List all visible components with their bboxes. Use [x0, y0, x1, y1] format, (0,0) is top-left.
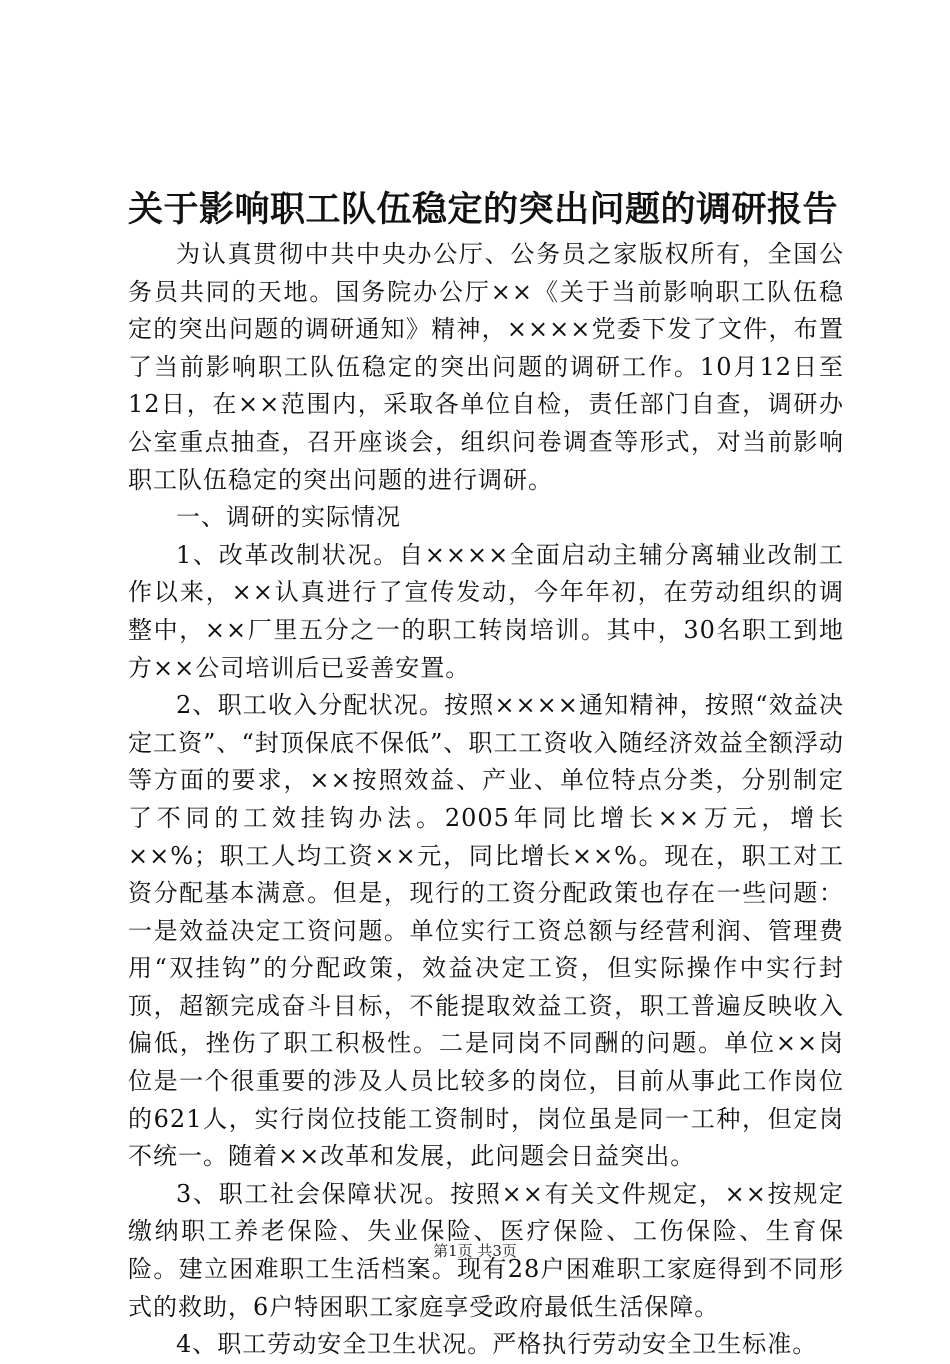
document-body	[128, 236, 844, 1364]
paragraph-reform: 1、改革改制状况。自××××全面启动主辅分离辅业改制工作以来，××认真进行了宣传发动，今年年初，在劳动组织的调整中，××厂里五分之一的职工转岗培训。其中，30名职工到地方××公司培训后已妥善安置。	[128, 540, 844, 682]
paragraph-income: 2、职工收入分配状况。按照××××通知精神，按照“效益决定工资”、“封顶保底不保低”、职工工资收入随经济效益全额浮动等方面的要求，××按照效益、产业、单位特点分类，分别制定了不同的工效挂钩办法。2005年同比增长××万元，增长××%；职工人均工资××元，同比增长××%。现在，职工对工资分配基本满意。但是，现行的工资分配政策也存在一些问题：一是效益决定工资问题。单位实行工资总额与经营利润、管理费用“双挂钩”的分配政策，效益决定工资，但实际操作中实行封顶，超额完成奋斗目标，不能提取效益工资，职工普遍反映收入偏低，挫伤了职工积极性。二是同岗不同酬的问题。单位××岗位是一个很重要的涉及人员比较多的岗位，目前从事此工作岗位的621人，实行岗位技能工资制时，岗位虽是同一工种，但定岗不统一。随着××改革和发展，此问题会日益突出。	[128, 691, 844, 1171]
paragraph-intro: 为认真贯彻中共中央办公厅、公务员之家版权所有，全国公务员共同的天地。国务院办公厅××《关于当前影响职工队伍稳定的突出问题的调研通知》精神，××××党委下发了文件，布置了当前影响职工队伍稳定的突出问题的调研工作。10月12日至12日，在××范围内，采取各单位自检，责任部门自查，调研办公室重点抽查，召开座谈会，组织问卷调查等形式，对当前影响职工队伍稳定的突出问题的进行调研。	[128, 240, 844, 494]
page-footer: 第1页 共3页	[433, 1242, 517, 1260]
paragraph-social-security: 3、职工社会保障状况。按照××有关文件规定，××按规定缴纳职工养老保险、失业保险、医疗保险、工伤保险、生育保险。建立困难职工生活档案。现有28户困难职工家庭得到不同形式的救助，6户特困职工家庭享受政府最低生活保障。	[128, 1179, 844, 1321]
document-title: 关于影响职工队伍稳定的突出问题的调研报告	[128, 189, 839, 230]
section-heading: 一、调研的实际情况	[176, 503, 401, 532]
paragraph-safety: 4、职工劳动安全卫生状况。严格执行劳动安全卫生标准。	[176, 1330, 818, 1359]
